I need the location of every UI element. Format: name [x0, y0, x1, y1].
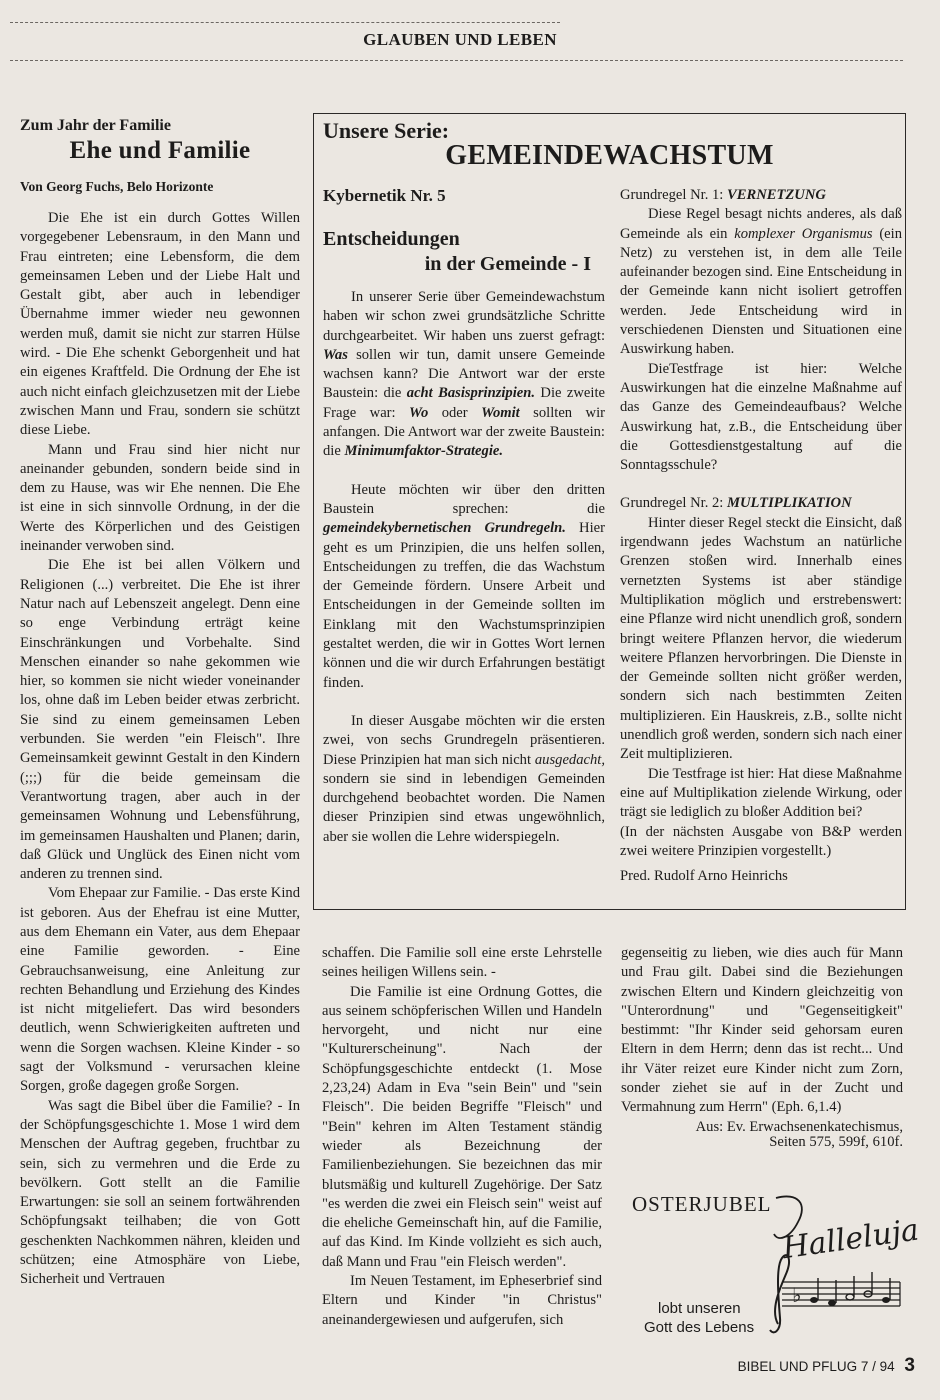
rule1-heading: Grundregel Nr. 1: VERNETZUNG — [620, 187, 826, 203]
article-paragraph: Was sagt die Bibel über die Familie? - In der Schöpfungsgeschichte 1. Mose 1 wird dem Menschen der Auftrag gegeben, fruchtbar zu sein, sich zu vermehren und die Erde zu bevölkern. Gott stellt an die Familie Erwartungen: sie soll an seinem fortwährenden Schöpfungsakt teilhaben; die von Gott geschenkten Nachkommen nähren, kleiden und schützen; eine Atmosphäre von Liebe, Sicherheit und Vertrauen — [20, 1097, 300, 1288]
article-kicker: Zum Jahr der Familie — [20, 117, 171, 134]
easter-text-line2: Gott des Lebens — [644, 1319, 755, 1336]
series-heading-line2: in der Gemeinde - I — [424, 253, 591, 275]
article-paragraph: Vom Ehepaar zur Familie. - Das erste Kind ist geboren. Aus der Ehefrau ist eine Mutter, aus dem Ehemann ein Vater, aus dem Ehepaar eine Familie geworden. - Eine Gebrauchsanweisung, eine Anleitung zur rechten Behandlung und Erziehung des Kindes ist nicht mitgeliefert. Das wird besonders deutlich, wenn Schwierigkeiten auftreten und wenn die Sorgen wachsen. Kleine Kinder - so sagt der Volksmund - verursachen kleine Sorgen, große dagegen große Sorgen. — [20, 885, 300, 1095]
page-footer — [700, 1355, 915, 1377]
article-paragraph: Im Neuen Testament, im Epheserbrief sind Eltern und Kinder "in Christus" aneinandergewiesen und aufgerufen, sich — [322, 1273, 602, 1328]
rule1-test-question: DieTestfrage ist hier: Welche Auswirkungen hat die einzelne Maßnahme auf das Ganze des Gemeindeaufbaus? Welche Auswirkung hat, z.B., die Entscheidung über die Gottesdienstgestaltung auf die Sonntagsschule? — [620, 360, 902, 474]
series-column-right — [620, 186, 902, 886]
rule2-test-question: Die Testfrage ist hier: Hat diese Maßnahme eine auf Multiplikation zielende Wirkung, oder trägt sie lediglich zu bloßer Addition bei? — [620, 765, 903, 821]
article-paragraph: Die Familie ist eine Ordnung Gottes, die aus seinem schöpferischen Willen und Handeln hervorgeht, und nicht nur eine "Kulturerscheinung". Nach der Schöpfungsgeschichte entdeckt (1. Mose 2,23,24) Adam in Eva "sein Bein" und "sein Fleisch". Die beiden Begriffe "Fleisch" und "Bein" kehren im Alten Testament ständig wieder als Bezeichnung der Familienbeziehungen. Sie bezeichnen das mir blutsmäßig und kulturell Zugehörige. Der Satz "es werden die zwei ein Fleisch sein" weist auf die eheliche Gemeinschaft hin, auf die Familie, auf das Kind. Im Kinde vollzieht es sich auch, daß Mann und Frau "ein Fleisch werden". — [322, 983, 602, 1270]
header-bottom-rule — [10, 60, 903, 61]
series-note: (In der nächsten Ausgabe von B&P werden zwei weitere Prinzipien vorgestellt.) — [620, 823, 902, 859]
page-number: 3 — [904, 1355, 915, 1376]
series-title: GEMEINDEWACHSTUM — [445, 140, 774, 171]
article-paragraph: schaffen. Die Familie soll eine erste Lehrstelle seines heiligen Willens sein. - — [322, 945, 602, 981]
article-title: Ehe und Familie — [69, 137, 251, 164]
article-paragraph: Die Ehe ist ein durch Gottes Willen vorgegebener Lebensraum, in den Mann und Frau eintreten; eine Lebensform, die dem gemeinsamen Leben und der Liebe Halt und Gestalt gibt, aber auch in lebendiger Übernahme immer wieder neu gewonnen werden muß, damit sie nicht zur starren Hülse wird. - Die Ehe schenkt Geborgenheit und hat ein eigenes Kraftfeld. Die Ordnung der Ehe ist auch nicht einfach gleichzusetzen mit der Liebe zwischen Mann und Frau, sondern sie schützt diese Liebe. — [20, 210, 300, 439]
header-top-rule — [10, 22, 560, 23]
halleluja-music-illustration — [768, 1190, 922, 1338]
series-paragraph: In dieser Ausgabe möchten wir die ersten zwei, von sechs Grundregeln präsentieren. Diese Prinzipien hat man sich nicht ausgedacht, sondern sie sind in lebendigen Gemeinden durchgehend beobachtet worden. Die Namen dieser Prinzipien sind etwas ungewöhnlich, aber sie wollen die Lehre widerspiegeln. — [323, 712, 605, 845]
article-byline: Von Georg Fuchs, Belo Horizonte — [20, 179, 214, 194]
section-title: GLAUBEN UND LEBEN — [363, 30, 557, 49]
series-box — [313, 113, 906, 910]
article-source: Aus: Ev. Erwachsenenkatechismus, Seiten 575, 599f, 610f. — [695, 1118, 903, 1150]
rule2-paragraph: Hinter dieser Regel steckt die Einsicht, daß irgendwann jedes Wachstum an natürliche Grenzen stoßen wird. Innerhalb eines vernetzten Systems ist aber ständige Multiplikation möglich und erstrebenswert: eine Pflanze wird nicht unendlich groß, sondern bringt weitere Pflanzen hervor, die wiederum weitere Pflanzen hervorbringen. Die Dienste in der Gemeinde sollten nicht größer werden, sondern sich nach bestimmten Zeiten multiplizieren. Ein Hauskreis, z.B., sollte nicht unendlich groß werden, sondern sich nach einer Zeit multiplizieren. — [620, 514, 902, 763]
halleluja-script: Halleluja — [780, 1212, 922, 1267]
rule2-heading: Grundregel Nr. 2: MULTIPLIKATION — [620, 495, 852, 512]
easter-text-line1: lobt unseren — [658, 1300, 741, 1317]
kybernetik-label: Kybernetik Nr. 5 — [323, 186, 446, 205]
series-label: Unsere Serie: — [323, 118, 450, 143]
page-header — [0, 20, 940, 70]
rule1-paragraph: Diese Regel besagt nichts anderes, als daß Gemeinde als ein komplexer Organismus (ein Netz) zu verstehen ist, in dem alle Teile aufeinander bezogen sind. Eine Entscheidung in der Gemeinde kann nicht isoliert getroffen werden. Jede Entscheidung wird in verschiedenen Diensten und Situationen eine Auswirkung haben. — [620, 206, 903, 358]
article-paragraph: gegenseitig zu lieben, wie dies auch für Mann und Frau gilt. Dabei sind die Beziehungen zwischen Eltern und Kindern gleichzeitig von "Unterordnung" und "Gegenseitigkeit" bestimmt: "Ihr Kinder seid gehorsam euren Eltern in dem Herrn; denn das ist recht... Und ihr Väter reizet eure Kinder nicht zum Zorn, sonder ziehet sie auf in der Zucht und Vermahnung zum Herrn" (Eph. 6,1.4) — [621, 945, 903, 1116]
series-paragraph: Heute möchten wir über den dritten Baustein sprechen: die gemeindekybernetischen Grundregeln. Hier geht es um Prinzipien, die uns helfen sollen, Entscheidungen zu treffen, die das Wachstum der Gemeinde fördern. Unsere Arbeit und Entscheidungen in der Gemeinde sollten im Einklang mit den Wachstumsprinzipien gestaltet werden, die wir in Gottes Wort lernen können und die wir durch Erfahrungen bestätigt finden. — [323, 481, 605, 691]
article-right-column — [621, 944, 903, 1150]
article-left-column — [20, 117, 300, 1290]
easter-title: OSTERJUBEL — [632, 1192, 772, 1216]
easter-graphic — [630, 1190, 922, 1340]
issue-number: 7 / 94 — [860, 1359, 895, 1374]
article-paragraph: Die Ehe ist bei allen Völkern und Religionen (...) verbreitet. Die Ehe ist ihrer Natur nach auf Lebenszeit angelegt. Denn eine so enge Verbindung erträgt keine Einschränkungen und Vorbehalte. Sind Menschen einander so nahe gekommen wie hier, so kommen sie nicht wieder voneinander los, ohne daß im Leben beider etwas zerbricht. Sie sind zu einem gemeinsamen Leben verbunden. Sie werden "ein Fleisch". Ihre Gemeinsamkeit gewinnt Gestalt in den Kindern (;;;) für die beide gemeinsam die Verantwortung tragen, aber auch in der gemeinsamen Wohnung und Lebensführung, im gemeinsamen Haushalten und Planen; darin, daß Glück und Unglück des Einen nicht vom anderen zu trennen sind. — [20, 557, 300, 883]
magazine-name: BIBEL UND PFLUG — [737, 1359, 858, 1374]
svg-text:♭: ♭ — [792, 1283, 802, 1307]
series-heading-line1: Entscheidungen — [323, 228, 460, 250]
article-middle-column — [322, 944, 602, 1330]
article-paragraph: Mann und Frau sind hier nicht nur aneinander gebunden, sondern beide sind in dem zu Hause, was wir Ehe nennen. Die Ehe ist eine in sich sinnvolle Ordnung, in der die Werte des Körperlichen und des Geistigen ineinander verwoben sind. — [20, 441, 300, 555]
series-paragraph: In unserer Serie über Gemeindewachstum haben wir schon zwei grundsätzliche Schritte durchgearbeitet. Wir haben uns zuerst gefragt: Was sollen wir tun, damit unsere Gemeinde wachsen kann? Die Antwort war der erste Baustein: die acht Basisprinzipien. Die zweite Frage war: Wo oder Womit sollten wir anfangen. Die Antwort war der zweite Baustein: die Minimumfaktor-Strategie. — [323, 289, 605, 460]
series-column-left — [323, 186, 605, 847]
series-signature: Pred. Rudolf Arno Heinrichs — [620, 868, 788, 885]
